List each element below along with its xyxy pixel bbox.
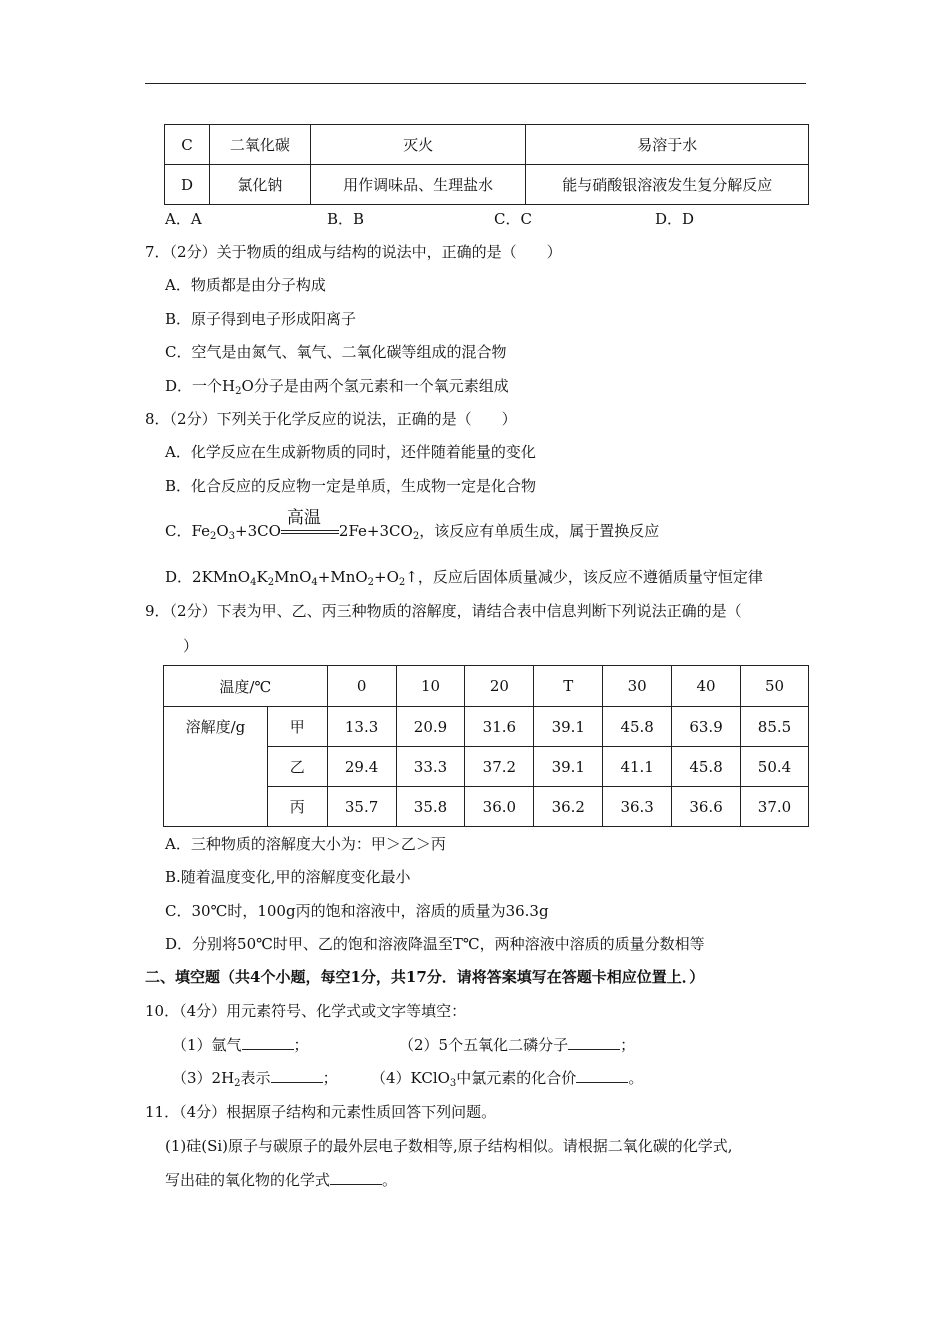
value-cell: 35.7 [327,787,396,827]
q10-part-3: $(3)2H_2$表示 ； [172,1069,338,1089]
answer-blank[interactable] [576,1068,628,1083]
value-cell: 39.1 [534,747,603,787]
temp-cell: T [534,666,603,707]
value-cell: 50.4 [741,747,809,787]
reaction-condition [281,508,339,542]
q9-stem-end: ） [183,637,199,655]
q6-option-c: C．C [494,210,532,228]
value-cell: 39.1 [534,707,603,747]
temp-cell: 30 [603,666,672,707]
temp-cell: 50 [741,666,809,707]
value-cell: 36.3 [603,787,672,827]
q8-stem: 8．（2分）下列关于化学反应的说法，正确的是（ ） [145,410,517,428]
temp-cell: 0 [327,666,396,707]
q9-option-a: A．三种物质的溶解度大小为：甲＞乙＞丙 [165,835,446,853]
answer-blank[interactable] [242,1035,294,1050]
table-row [164,707,809,747]
row-label: D [165,165,210,205]
value-cell: 13.3 [327,707,396,747]
substance-name: 丙 [267,787,327,827]
q9-option-c: C．30℃时，100g丙的饱和溶液中，溶质的质量为36.3g [165,902,549,920]
table-row [165,165,809,205]
value-cell: 36.2 [534,787,603,827]
properties-table [164,124,809,205]
q9-option-b: B.随着温度变化,甲的溶解度变化最小 [165,868,411,886]
q11-part-1-line2: 写出硅的氧化物的化学式 。 [165,1171,398,1189]
section-title: 二、填空题（共4个小题，每空1分，共17分．请将答案填写在答题卡相应位置上．） [145,968,705,986]
condition-label: 高温 [286,508,321,528]
substance-cell: 二氧化碳 [209,125,310,165]
q7-option-d: D．一个$H_2O$分子是由两个氢元素和一个氧元素组成 [165,377,509,397]
q7-option-c: C．空气是由氮气、氧气、二氧化碳等组成的混合物 [165,343,507,361]
value-cell: 37.0 [741,787,809,827]
q9-option-d: D．分别将50℃时甲、乙的饱和溶液降温至T℃，两种溶液中溶质的质量分数相等 [165,935,705,953]
q9-stem: 9．（2分）下表为甲、乙、丙三种物质的溶解度，请结合表中信息判断下列说法正确的是（ [145,602,742,620]
temp-header: 温度/℃ [164,666,328,707]
q7-option-a: A．物质都是由分子构成 [165,276,326,294]
property-cell: 易溶于水 [526,125,809,165]
q10-part-2: （2）5个五氧化二磷分子 ； [399,1036,636,1054]
q6-option-d: D．D [655,210,695,228]
value-cell: 33.3 [396,747,465,787]
answer-blank[interactable] [330,1170,382,1185]
value-cell: 85.5 [741,707,809,747]
substance-name: 甲 [267,707,327,747]
q6-option-b: B．B [327,210,365,228]
solubility-label: 溶解度/g [164,707,268,827]
value-cell: 36.6 [672,787,741,827]
value-cell: 45.8 [603,707,672,747]
q10-part-4: （4）KClO$_3$中氯元素的化合价 。 [371,1069,644,1089]
value-cell: 35.8 [396,787,465,827]
use-cell: 用作调味品、生理盐水 [310,165,526,205]
q11-part-1-line1: (1)硅(Si)原子与碳原子的最外层电子数相等,原子结构相似。请根据二氧化碳的化学式, [165,1137,733,1155]
value-cell: 63.9 [672,707,741,747]
substance-cell: 氯化钠 [209,165,310,205]
q8-option-b: B．化合反应的反应物一定是单质，生成物一定是化合物 [165,477,537,495]
temp-cell: 20 [465,666,534,707]
q7-option-b: B．原子得到电子形成阳离子 [165,310,357,328]
value-cell: 45.8 [672,747,741,787]
table-row [165,125,809,165]
answer-blank[interactable] [271,1068,323,1083]
q8-option-a: A．化学反应在生成新物质的同时，还伴随着能量的变化 [165,443,536,461]
header-rule [145,83,806,84]
solubility-table [163,665,809,827]
temp-cell: 40 [672,666,741,707]
q8-option-c: C．$Fe_2O_3+3CO$ 高温 $2Fe+3CO_2$，该反应有单质生成，属于置换反应 [165,508,660,542]
value-cell: 29.4 [327,747,396,787]
q10-stem: 10．（4分）用元素符号、化学式或文字等填空： [145,1002,467,1020]
q11-stem: 11．（4分）根据原子结构和元素性质回答下列问题。 [145,1103,497,1121]
property-cell: 能与硝酸银溶液发生复分解反应 [526,165,809,205]
q7-stem: 7．（2分）关于物质的组成与结构的说法中，正确的是（ ） [145,243,562,261]
answer-blank[interactable] [568,1035,620,1050]
value-cell: 36.0 [465,787,534,827]
substance-name: 乙 [267,747,327,787]
value-cell: 41.1 [603,747,672,787]
row-label: C [165,125,210,165]
q10-part-1: （1）氩气 ； [172,1036,309,1054]
value-cell: 31.6 [465,707,534,747]
temp-cell: 10 [396,666,465,707]
value-cell: 37.2 [465,747,534,787]
value-cell: 20.9 [396,707,465,747]
q8-option-d: D．$2KMnO_4K_2MnO_4+MnO_2+O_2↑$，反应后固体质量减少，该反应不遵循质量守恒定律 [165,568,763,588]
q6-option-a: A．A [165,210,202,228]
use-cell: 灭火 [310,125,526,165]
table-header-row [164,666,809,707]
